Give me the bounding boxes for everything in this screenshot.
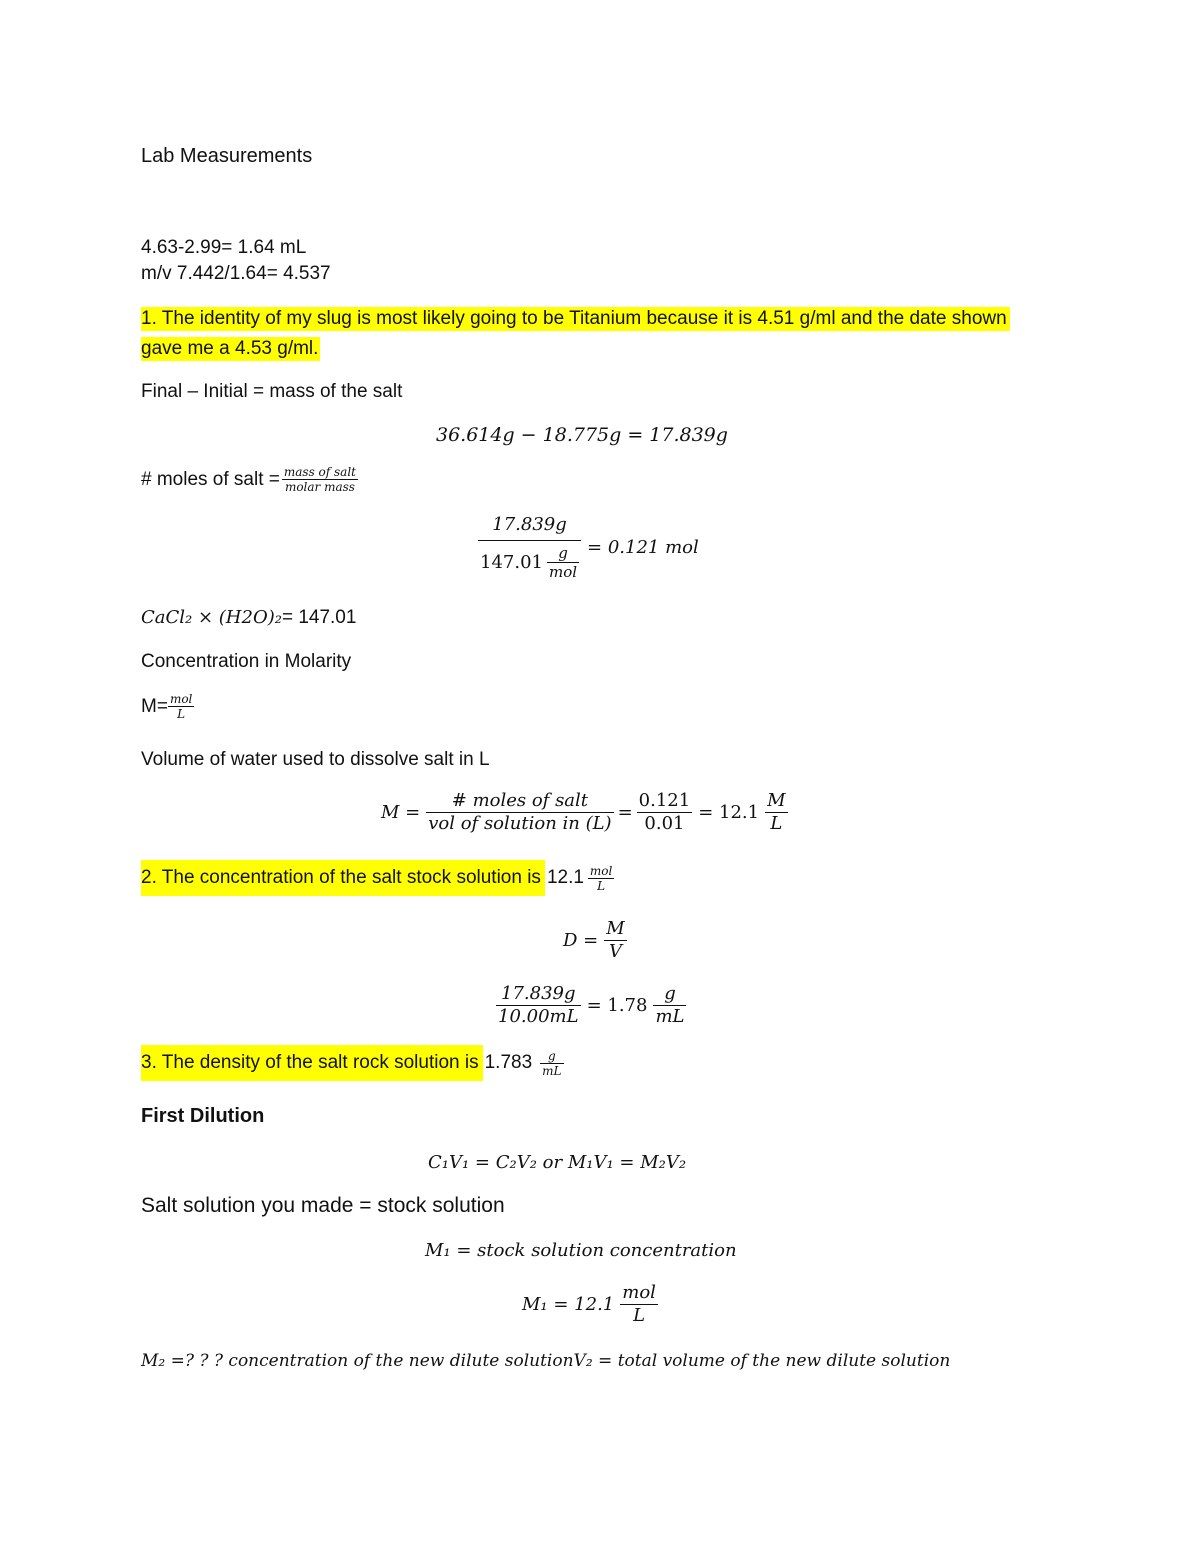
m2-definition: M₂ =? ? ? concentration of the new dilute solutionV₂ = total volume of the new dilute solution xyxy=(141,1351,951,1371)
moles-numerator: mass of salt xyxy=(283,465,356,479)
m1-unit-numerator: mol xyxy=(622,1282,656,1303)
molarity-result: = 12.1 xyxy=(698,801,760,823)
moles-definition xyxy=(141,465,358,494)
density-numerator: M xyxy=(606,918,625,939)
answer-2-value: 12.1 xyxy=(546,867,584,888)
moles-calculation xyxy=(478,514,699,581)
moles-result: = 0.121 mol xyxy=(587,536,699,558)
molarity-lhs: M = xyxy=(381,801,421,823)
m1-value-equation xyxy=(522,1282,658,1327)
answer-1-line-2: gave me a 4.53 g/ml. xyxy=(141,338,319,359)
molar-mass-value: 147.01 xyxy=(480,551,543,573)
answer-3-value: 1.783 xyxy=(484,1052,533,1073)
answer-2-unit-numerator: mol xyxy=(589,863,613,878)
answer-1-line-1: 1. The identity of my slug is most likely going to be Titanium because it is 4.51 g/ml and the date shown xyxy=(141,307,1010,331)
molarity-denominator: L xyxy=(177,707,186,721)
answer-3-unit-denominator: mL xyxy=(542,1063,562,1078)
unit-denominator: mol xyxy=(548,563,578,581)
density-unit-numerator: g xyxy=(653,983,686,1006)
answer-3-unit-numerator: g xyxy=(540,1049,563,1064)
density-unit xyxy=(653,983,686,1028)
mass-equation: 36.614g − 18.775g = 17.839g xyxy=(436,424,728,446)
molarity-fraction-2 xyxy=(637,790,693,835)
density-unit-denominator: mL xyxy=(655,1006,685,1027)
molarity-fraction xyxy=(168,692,194,721)
molarity-calculation xyxy=(381,790,788,835)
answer-3 xyxy=(141,1045,564,1081)
unit-numerator: g xyxy=(547,544,579,563)
moles-calc-fraction xyxy=(478,514,581,581)
answer-3-text: 3. The density of the salt rock solution is xyxy=(141,1045,483,1081)
salt-solution-label: Salt solution you made = stock solution xyxy=(141,1194,505,1217)
volume-calc: 4.63-2.99= 1.64 mL xyxy=(141,237,307,258)
m1-unit-denominator: L xyxy=(633,1305,646,1326)
molarity-numerator-2: 0.121 xyxy=(638,790,691,811)
cacl2-molar-mass xyxy=(141,606,356,630)
density-calc-numerator: 17.839g xyxy=(496,983,581,1006)
equals-sign: = xyxy=(617,801,633,823)
molarity-unit-numerator: M xyxy=(767,790,786,811)
molarity-definition xyxy=(141,692,194,721)
answer-2 xyxy=(141,860,614,896)
molarity-unit-denominator: L xyxy=(770,813,783,834)
answer-2-text: 2. The concentration of the salt stock solution is xyxy=(141,860,545,896)
first-dilution-heading: First Dilution xyxy=(141,1105,265,1127)
volume-water-label: Volume of water used to dissolve salt in L xyxy=(141,749,490,770)
moles-calc-numerator: 17.839g xyxy=(478,514,581,541)
moles-calc-denominator xyxy=(478,541,581,581)
molarity-fraction-1 xyxy=(426,790,613,835)
final-initial-label: Final – Initial = mass of the salt xyxy=(141,381,403,402)
molarity-numerator-1: # moles of salt xyxy=(426,790,613,813)
answer-2-unit xyxy=(588,864,614,893)
density-lhs: D = xyxy=(563,929,599,951)
density-denominator: V xyxy=(608,941,622,962)
m1-unit xyxy=(620,1282,658,1327)
answer-2-unit-denominator: L xyxy=(597,878,606,893)
moles-label: # moles of salt = xyxy=(141,468,280,490)
density-calc-denominator: 10.00mL xyxy=(498,1006,579,1027)
dilution-equation: C₁V₁ = C₂V₂ or M₁V₁ = M₂V₂ xyxy=(428,1152,687,1173)
molarity-label: M= xyxy=(141,695,168,717)
page-title: Lab Measurements xyxy=(141,145,313,167)
molarity-denominator-2: 0.01 xyxy=(644,813,685,834)
molarity-numerator: mol xyxy=(169,692,193,706)
molar-mass-unit xyxy=(547,544,579,581)
density-fraction xyxy=(604,918,626,963)
cacl2-value: = 147.01 xyxy=(281,607,357,628)
moles-fraction xyxy=(282,465,358,494)
molarity-denominator-1: vol of solution in (L) xyxy=(428,813,612,834)
molarity-unit xyxy=(765,790,787,835)
density-calculation xyxy=(496,983,686,1028)
m1-definition: M₁ = stock solution concentration xyxy=(425,1240,737,1261)
concentration-label: Concentration in Molarity xyxy=(141,651,352,672)
density-calc: m/v 7.442/1.64= 4.537 xyxy=(141,263,331,284)
density-definition xyxy=(563,918,627,963)
cacl2-formula: CaCl₂ × (H2O)₂ xyxy=(141,607,282,628)
m1-lhs: M₁ = 12.1 xyxy=(522,1293,615,1315)
density-calc-fraction xyxy=(496,983,581,1028)
density-result: = 1.78 xyxy=(586,994,648,1016)
answer-3-unit xyxy=(540,1049,563,1078)
moles-denominator: molar mass xyxy=(284,480,355,494)
